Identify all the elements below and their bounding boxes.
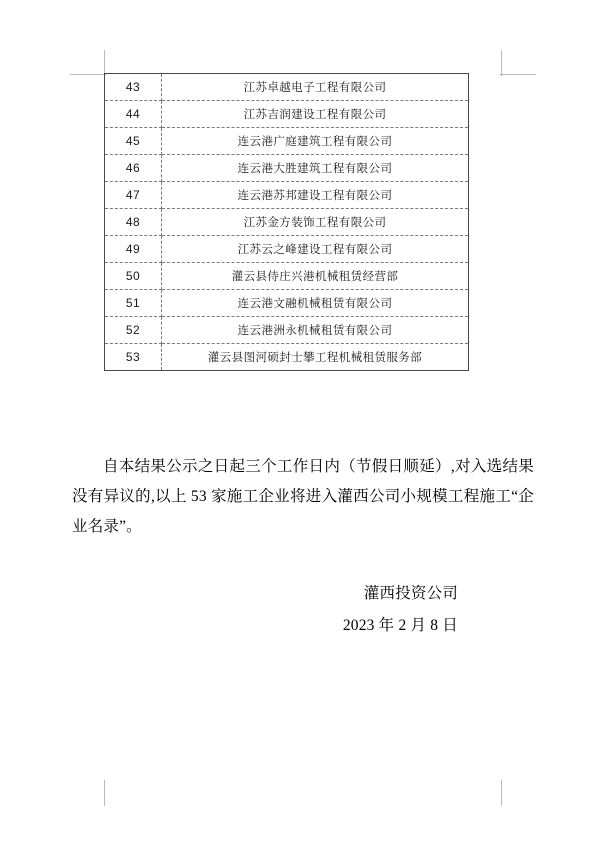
row-index: 43 xyxy=(105,74,162,101)
table-row xyxy=(105,209,469,236)
signature-block xyxy=(72,578,534,642)
row-company-name: 江苏云之峰建设工程有限公司 xyxy=(162,236,469,263)
row-index: 53 xyxy=(105,344,162,371)
row-index: 52 xyxy=(105,317,162,344)
row-index: 48 xyxy=(105,209,162,236)
signature-company: 灌西投资公司 xyxy=(363,585,458,602)
crop-mark-bottom-right xyxy=(500,780,536,806)
table-row xyxy=(105,101,469,128)
table-row xyxy=(105,128,469,155)
row-company-name: 灌云县图河硕封士攀工程机械租赁服务部 xyxy=(162,344,469,371)
row-company-name: 江苏卓越电子工程有限公司 xyxy=(162,74,469,101)
row-company-name: 江苏金方装饰工程有限公司 xyxy=(162,209,469,236)
row-index: 50 xyxy=(105,263,162,290)
row-index: 45 xyxy=(105,128,162,155)
table-row xyxy=(105,263,469,290)
table-body xyxy=(105,74,469,371)
crop-mark-top-left xyxy=(70,50,106,76)
row-index: 47 xyxy=(105,182,162,209)
row-company-name: 连云港洲永机械租赁有限公司 xyxy=(162,317,469,344)
row-company-name: 连云港广庭建筑工程有限公司 xyxy=(162,128,469,155)
crop-mark-top-right xyxy=(500,50,536,76)
company-list-table xyxy=(104,73,466,371)
body-paragraph: 自本结果公示之日起三个工作日内（节假日顺延）,对入选结果没有异议的,以上 53 家施工企业将进入灌西公司小规模工程施工“企业名录”。 xyxy=(72,458,534,535)
table-row xyxy=(105,74,469,101)
table-row xyxy=(105,344,469,371)
row-company-name: 连云港文融机械租赁有限公司 xyxy=(162,290,469,317)
row-company-name: 连云港苏邦建设工程有限公司 xyxy=(162,182,469,209)
table-row xyxy=(105,290,469,317)
row-company-name: 江苏吉润建设工程有限公司 xyxy=(162,101,469,128)
row-index: 49 xyxy=(105,236,162,263)
row-index: 44 xyxy=(105,101,162,128)
table-row xyxy=(105,155,469,182)
row-company-name: 灌云县侍庄兴港机械租赁经营部 xyxy=(162,263,469,290)
crop-mark-bottom-left xyxy=(70,780,106,806)
signature-date: 2023 年 2 月 8 日 xyxy=(342,617,458,634)
row-index: 46 xyxy=(105,155,162,182)
table-row xyxy=(105,317,469,344)
table-row xyxy=(105,236,469,263)
row-company-name: 连云港大胜建筑工程有限公司 xyxy=(162,155,469,182)
table-row xyxy=(105,182,469,209)
row-index: 51 xyxy=(105,290,162,317)
